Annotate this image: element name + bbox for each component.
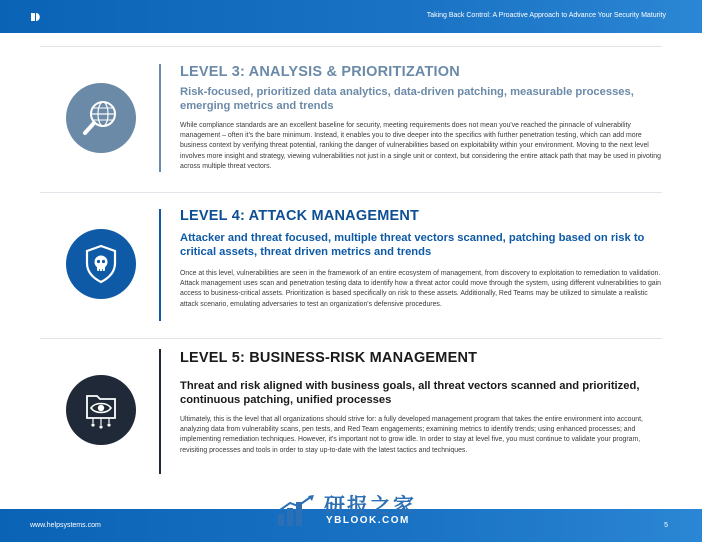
- level-body: Ultimately, this is the level that all organizations should strive for: a fully developed management program that takes the entire environment into account, analyzing data from vulnerability scans, pen tests, and Red Team engagements; examining metrics to identify trends; using enhanced processes; and implementing remediation techniques. However, it's important not to grow idle. In order to stay at level five, you must continue to validate your program, revisiting processes and tools in order to stay up-to-date with the latest tactics and techniques.: [180, 416, 643, 454]
- level-body: While compliance standards are an excellent baseline for security, meeting requirements does not mean you've reached the pinnacle of vulnerability management – often it's the bare minimum. Instead, it enables you to dive deeper into the specifics with further penetration testing, which can add more business context by verifying threat potential, ranking the danger of vulnerabilities based on exploitability within your environment. Moving to the next level involves more insight and strategy, viewing vulnerabilities not just in a single unit or context, but considering the entire attack path that may be used in pivoting across multiple threat vectors.: [180, 122, 661, 170]
- level-title: LEVEL 4: ATTACK MANAGEMENT: [180, 208, 420, 224]
- level-body: Once at this level, vulnerabilities are seen in the framework of an entire ecosystem of management, from discovery to exploitation to remediation to validation. Attack management uses scan and penetration testing data to identify how a threat actor could move through the system, using different vulnerabilities to gain access to business-critical assets. Prioritization is based specifically on risk to these assets. Additionally, Red Teams may be utilized to simulate a realistic attack scenario, emulating adversaries to test an organization's defensive procedures.: [180, 270, 661, 308]
- level-title: LEVEL 5: BUSINESS-RISK MANAGEMENT: [180, 350, 478, 366]
- shield-skull-icon: [66, 229, 136, 299]
- level-4-section: [40, 193, 662, 338]
- globe-magnifier-icon: [66, 83, 136, 153]
- watermark: [276, 490, 436, 530]
- level-subtitle: Risk-focused, prioritized data analytics, data-driven patching, measurable processes, emerging metrics and trends: [180, 86, 634, 112]
- page-number: 5: [664, 522, 668, 529]
- accent-line: [159, 209, 161, 321]
- watermark-cn-text: 研报之家: [324, 494, 416, 518]
- footer-url-link[interactable]: www.helpsystems.com: [30, 522, 101, 529]
- level-3-section: [40, 47, 662, 192]
- level-subtitle: Threat and risk aligned with business goals, all threat vectors scanned and prioritized, continuous patching, unified processes: [180, 380, 640, 406]
- watermark-logo-icon: [276, 494, 320, 528]
- level-5-section: [40, 339, 662, 484]
- level-title: LEVEL 3: ANALYSIS & PRIORITIZATION: [180, 64, 460, 80]
- watermark-en-text: YBLOOK.COM: [326, 515, 410, 526]
- accent-line: [159, 64, 161, 172]
- level-subtitle: Attacker and threat focused, multiple threat vectors scanned, patching based on risk to critical assets, threat driven metrics and trends: [180, 232, 645, 258]
- eye-folder-icon: [66, 375, 136, 445]
- accent-line: [159, 349, 161, 474]
- header-bar: [0, 0, 702, 33]
- helpsystems-logo-icon: [30, 11, 42, 23]
- document-title: Taking Back Control: A Proactive Approach to Advance Your Security Maturity: [426, 12, 666, 19]
